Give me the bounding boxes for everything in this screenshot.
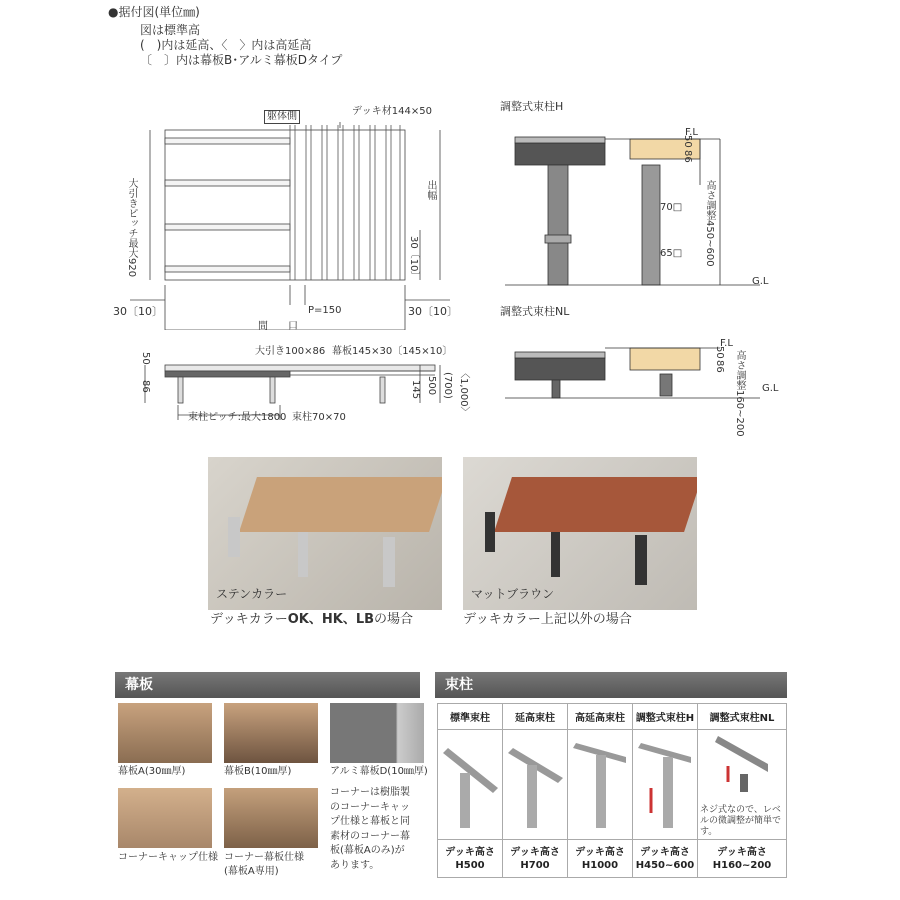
deck-surface xyxy=(494,477,697,532)
post-image-adjust-nl xyxy=(698,730,787,840)
corner-fascia-image xyxy=(224,788,318,848)
post-table-caption-row xyxy=(438,840,787,878)
side-dim-86: 86 xyxy=(140,380,151,393)
corner-cap-label: コーナーキャップ仕様 xyxy=(118,852,218,863)
post-image-high-extended xyxy=(568,730,633,840)
adjust-h-height-range: 高さ調整450~600 xyxy=(704,180,715,267)
side-dim-145: 145 xyxy=(410,380,421,400)
side-dim-700: (700) xyxy=(442,372,453,399)
post-caption-high-extended: デッキ高さ H1000 xyxy=(568,840,633,878)
post-caption-standard: デッキ高さ H500 xyxy=(438,840,503,878)
page-title: ●据付図(単位㎜) xyxy=(108,5,200,19)
photo-caption: デッキカラー上記以外の場合 xyxy=(463,612,632,627)
post-section-header: 束柱 xyxy=(435,672,787,698)
photo-label: マットブラウン xyxy=(471,587,555,601)
span-label: 間口 xyxy=(258,321,318,332)
deck-leg xyxy=(298,532,308,577)
deck-leg xyxy=(228,517,240,557)
fascia-d-label: アルミ幕板D(10㎜厚) xyxy=(330,766,428,777)
post-table xyxy=(437,703,787,878)
fascia-a-image xyxy=(118,703,212,763)
post-table-image-row xyxy=(438,730,787,840)
adjust-h-dim-65: 65□ xyxy=(660,248,683,259)
deck-leg xyxy=(551,532,560,577)
fascia-b-label: 幕板B(10㎜厚) xyxy=(224,766,292,777)
post-image-extended xyxy=(503,730,568,840)
note-extended-height: ( )内は延高、〈 〉内は高延高 xyxy=(140,38,312,52)
nl-post-note: ネジ式なので、レベルの微調整が簡単です。 xyxy=(700,804,782,837)
adjust-h-title: 調整式束柱H xyxy=(500,100,564,113)
fascia-a-label: 幕板A(30㎜厚) xyxy=(118,766,186,777)
corner-fascia-label: コーナー幕板仕様 xyxy=(224,852,304,863)
post-caption-adjust-h: デッキ高さ H450~600 xyxy=(633,840,698,878)
adjust-nl-fl: F.L xyxy=(720,338,733,349)
adjust-nl-gl: G.L xyxy=(762,383,779,394)
fascia-b-image xyxy=(224,703,318,763)
pitch-label: P=150 xyxy=(308,305,342,316)
adjust-nl-dim-86: 86 xyxy=(714,360,725,373)
offset-right-vertical: 30〔10〕 xyxy=(408,236,419,282)
post-table-header-row xyxy=(438,704,787,730)
side-dim-50: 50 xyxy=(140,352,151,365)
fascia-size-label: 幕板145×30〔145×10〕 xyxy=(332,346,453,357)
corner-note: コーナーは樹脂製 のコーナーキャッ プ仕様と幕板と同 素材のコーナー幕 板(幕板Aのみ)が あります。 xyxy=(330,787,410,871)
side-dim-1000: 〈1,000〉 xyxy=(458,368,469,417)
offset-left-label: 30〔10〕 xyxy=(113,305,163,318)
post-col-header: 調整式束柱NL xyxy=(698,704,787,730)
post-image-standard xyxy=(438,730,503,840)
photo-caption: デッキカラーOK、HK、LBの場合 xyxy=(210,612,414,627)
post-image-adjust-h xyxy=(633,730,698,840)
body-side-label: 躯体側 xyxy=(264,110,300,124)
adjust-h-dim-70: 70□ xyxy=(660,202,683,213)
note-standard-height: 図は標準高 xyxy=(140,23,201,37)
adjust-h-fl: F.L xyxy=(685,127,698,138)
adjust-nl-title: 調整式束柱NL xyxy=(500,305,570,318)
post-pitch-label: 束柱ピッチ:最大1800 xyxy=(188,412,287,423)
offset-right-label: 30〔10〕 xyxy=(408,305,458,318)
post-col-header: 高延高束柱 xyxy=(568,704,633,730)
post-caption-adjust-nl: デッキ高さ H160~200 xyxy=(698,840,787,878)
note-fascia-type: 〔 〕内は幕板B･アルミ幕板Dタイプ xyxy=(140,53,343,67)
photo-label: ステンカラー xyxy=(216,587,288,601)
plan-view-drawing xyxy=(110,100,470,330)
adjust-nl-height-range: 高さ調整160~200 xyxy=(734,350,745,437)
corner-fascia-sublabel: (幕板A専用) xyxy=(224,866,279,877)
post-col-header: 延高束柱 xyxy=(503,704,568,730)
deck-leg xyxy=(383,537,395,587)
deck-material-label: デッキ材144×50 xyxy=(352,106,432,117)
adjust-h-dim-50: 50 xyxy=(682,135,693,148)
deck-photo-stainless xyxy=(208,457,442,610)
projection-label: 出幅 xyxy=(425,180,436,200)
deck-surface xyxy=(239,477,442,532)
adjust-h-dim-86: 86 xyxy=(682,150,693,163)
corner-cap-image xyxy=(118,788,212,848)
adjust-nl-dim-50: 50 xyxy=(714,346,725,359)
deck-leg xyxy=(635,535,647,585)
side-dim-500: 500 xyxy=(426,376,437,396)
deck-photo-matt-brown xyxy=(463,457,697,610)
joist-pitch-label: 大引きピッチ最大920 xyxy=(126,178,137,278)
adjust-h-gl: G.L xyxy=(752,276,769,287)
fascia-section-header: 幕板 xyxy=(115,672,420,698)
adjust-h-drawing xyxy=(505,125,775,295)
post-caption-extended: デッキ高さ H700 xyxy=(503,840,568,878)
deck-leg xyxy=(485,512,495,552)
post-size-label: 束柱70×70 xyxy=(292,412,346,423)
post-col-header: 標準束柱 xyxy=(438,704,503,730)
joist-size-label: 大引き100×86 xyxy=(255,346,326,357)
post-col-header: 調整式束柱H xyxy=(633,704,698,730)
fascia-d-image xyxy=(330,703,424,763)
